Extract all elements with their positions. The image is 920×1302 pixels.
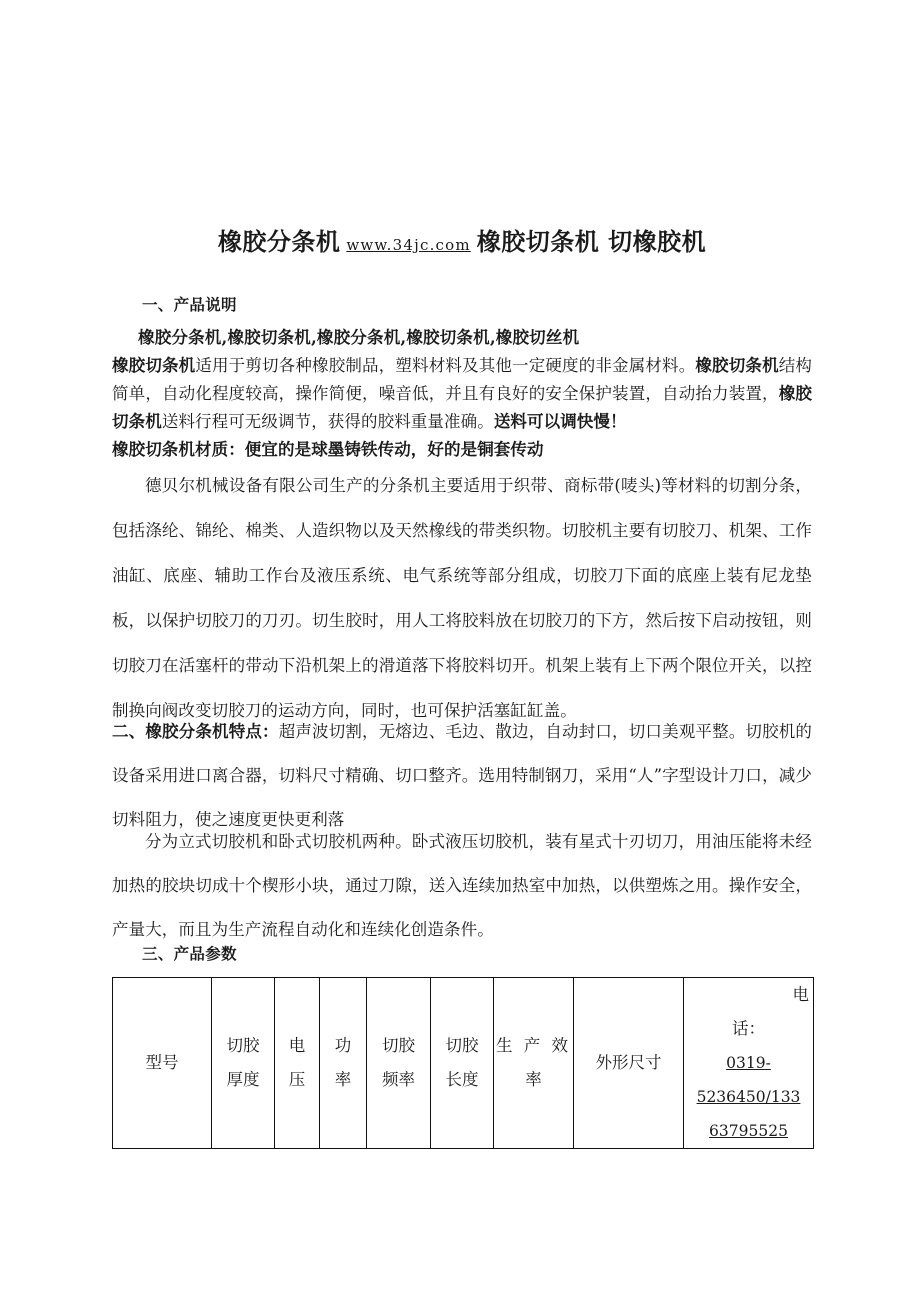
table-header-voltage	[275, 978, 320, 1149]
bold-run-2: 橡胶切条机	[695, 356, 779, 375]
header-voltage-line1: 电	[288, 1036, 306, 1055]
header-thickness-line1: 切胶	[226, 1036, 260, 1055]
telephone-number-line2[interactable]: 63795525	[709, 1122, 788, 1140]
header-voltage-line2: 压	[288, 1070, 306, 1089]
table-header-production-efficiency	[494, 978, 574, 1149]
telephone-label-line2: 话：	[732, 1019, 765, 1038]
header-length-line1: 切胶	[445, 1036, 479, 1055]
title-before: 橡胶分条机	[217, 227, 341, 256]
table-header-cut-thickness	[212, 978, 275, 1149]
table-header-cut-frequency	[367, 978, 431, 1149]
keyword-line: 橡胶分条机,橡胶切条机,橡胶分条机,橡胶切条机,橡胶切丝机	[138, 328, 580, 347]
table-header-cut-length	[431, 978, 494, 1149]
section-2-text: 超声波切割，无熔边、毛边、散边，自动封口，切口美观平整。切胶机的设备采用进口离合器，切料尺寸精确、切口整齐。选用特制钢刀，采用“人”字型设计刀口，减少切料阻力，使之速度更快更利落	[112, 722, 813, 829]
title-after: 橡胶切条机 切橡胶机	[476, 227, 707, 256]
header-efficiency-line2: 率	[525, 1070, 542, 1089]
title-url-link[interactable]: www.34jc.com	[346, 236, 471, 254]
header-efficiency-line1: 生 产 效	[496, 1036, 571, 1055]
section-1-body	[112, 352, 812, 464]
section-2-label: 特点：	[228, 722, 279, 741]
telephone-label-line1: 电	[792, 985, 809, 1004]
page-title	[112, 222, 812, 257]
section-heading-features: 二、橡胶分条机	[112, 722, 229, 741]
spec-table-container	[112, 977, 813, 1149]
table-header-model	[113, 978, 212, 1149]
section-2-paragraph: 分为立式切胶机和卧式切胶机两种。卧式液压切胶机，装有星式十刃切刀，用油压能将未经加热的胶块切成十个楔形小块，通过刀隙，送入连续加热室中加热，以供塑炼之用。操作安全，产量大，而且为生产流程自动化和连续化创造条件。	[112, 832, 812, 939]
header-power-line1: 功	[334, 1036, 352, 1055]
table-header-telephone	[684, 978, 814, 1149]
material-note-line: 橡胶切条机材质：便宜的是球墨铸铁传动，好的是铜套传动	[112, 440, 544, 459]
table-header-dimensions	[574, 978, 684, 1149]
header-frequency-line2: 频率	[382, 1070, 415, 1089]
bold-run-4: 送料可以调快慢！	[493, 412, 627, 431]
section-heading-product-parameters: 三、产品参数	[142, 944, 237, 963]
text-run-3: 送料行程可无级调节，获得的胶料重量准确。	[161, 412, 494, 431]
section-heading-product-description: 一、产品说明	[142, 295, 237, 314]
header-dimensions-line1: 外形尺寸	[595, 1053, 662, 1072]
telephone-number-line1[interactable]: 0319-5236450/133	[696, 1054, 801, 1106]
section-1-paragraph: 德贝尔机械设备有限公司生产的分条机主要适用于织带、商标带(唛头)等材料的切割分条，包括涤纶、锦纶、棉类、人造织物以及天然橡线的带类织物。切胶机主要有切胶刀、机架、工作油缸、底座、辅助工作台及液压系统、电气系统等部分组成，切胶刀下面的底座上装有尼龙垫板，以保护切胶刀的刀刃。切生胶时，用人工将胶料放在切胶刀的下方，然后按下启动按钮，则切胶刀在活塞杆的带动下沿机架上的滑道落下将胶料切开。机架上装有上下两个限位开关，以控制换向阀改变切胶刀的运动方向，同时，也可保护活塞缸缸盖。	[112, 476, 812, 720]
bold-run-1: 橡胶切条机	[112, 356, 196, 375]
header-model-line1: 型号	[145, 1053, 179, 1072]
table-header-power	[320, 978, 367, 1149]
table-row	[113, 978, 814, 1149]
header-power-line2: 率	[334, 1070, 352, 1089]
header-thickness-line2: 厚度	[226, 1070, 260, 1089]
header-length-line2: 长度	[445, 1070, 479, 1089]
spec-table	[112, 977, 814, 1149]
text-run-2: 结构简单，自动化程度较高，操作简便，噪音低，并且有良好的安全保护装置，自动抬力装置，	[112, 356, 813, 403]
bold-run-3: 橡胶切条机	[112, 384, 813, 431]
text-run-1: 适用于剪切各种橡胶制品，塑料材料及其他一定硬度的非金属材料。	[195, 356, 696, 375]
header-frequency-line1: 切胶	[382, 1036, 415, 1055]
